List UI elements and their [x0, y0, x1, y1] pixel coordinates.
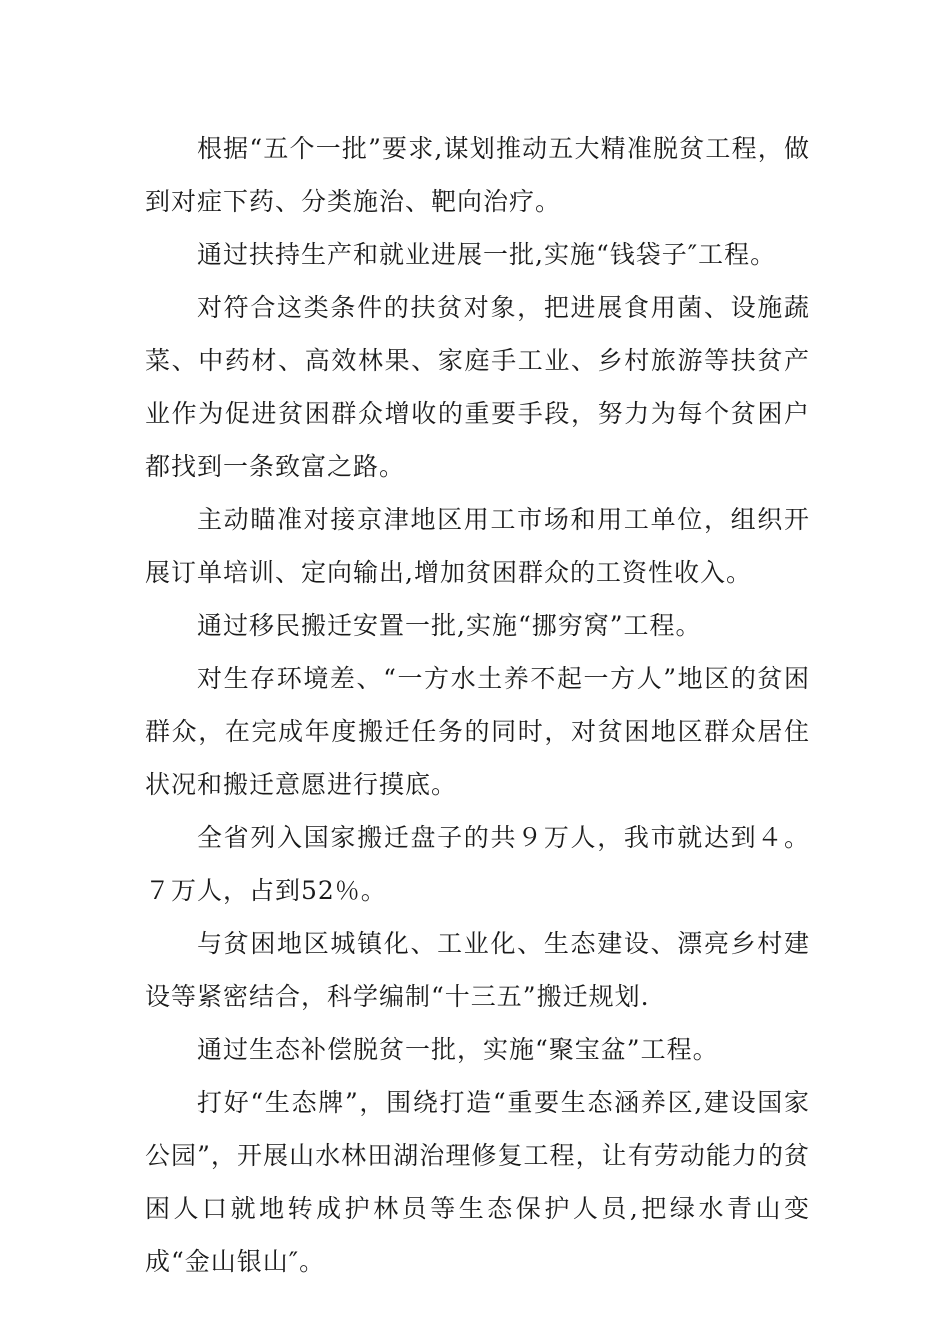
- paragraph-4: 主动瞄准对接京津地区用工市场和用工单位，组织开展订单培训、定向输出,增加贫困群众的工资性收入。: [145, 505, 810, 587]
- paragraph-10: 打好“生态牌”，围绕打造“重要生态涵养区,建设国家公园”，开展山水林田湖治理修复工程，让有劳动能力的贫困人口就地转成护林员等生态保护人员,把绿水青山变成“金山银山″。: [145, 1088, 810, 1276]
- paragraph-2: 通过扶持生产和就业进展一批,实施“钱袋子″工程。: [197, 240, 777, 269]
- document-body: [145, 122, 810, 1288]
- paragraph-7: 全省列入国家搬迁盘子的共９万人，我市就达到４。７万人，占到52％。: [145, 823, 810, 905]
- paragraph-5: 通过移民搬迁安置一批,实施“挪穷窝”工程。: [197, 611, 702, 640]
- paragraph-1: 根据“五个一批”要求,谋划推动五大精准脱贫工程，做到对症下药、分类施治、靶向治疗。: [145, 134, 810, 216]
- paragraph-9: 通过生态补偿脱贫一批，实施“聚宝盆”工程。: [197, 1035, 719, 1064]
- paragraph-8: 与贫困地区城镇化、工业化、生态建设、漂亮乡村建设等紧密结合，科学编制“十三五”搬迁规划.: [145, 929, 810, 1011]
- paragraph-3: 对符合这类条件的扶贫对象，把进展食用菌、设施蔬菜、中药材、高效林果、家庭手工业、乡村旅游等扶贫产业作为促进贫困群众增收的重要手段，努力为每个贫困户都找到一条致富之路。: [145, 293, 810, 481]
- paragraph-6: 对生存环境差、“一方水土养不起一方人”地区的贫困群众，在完成年度搬迁任务的同时，对贫困地区群众居住状况和搬迁意愿进行摸底。: [145, 664, 810, 799]
